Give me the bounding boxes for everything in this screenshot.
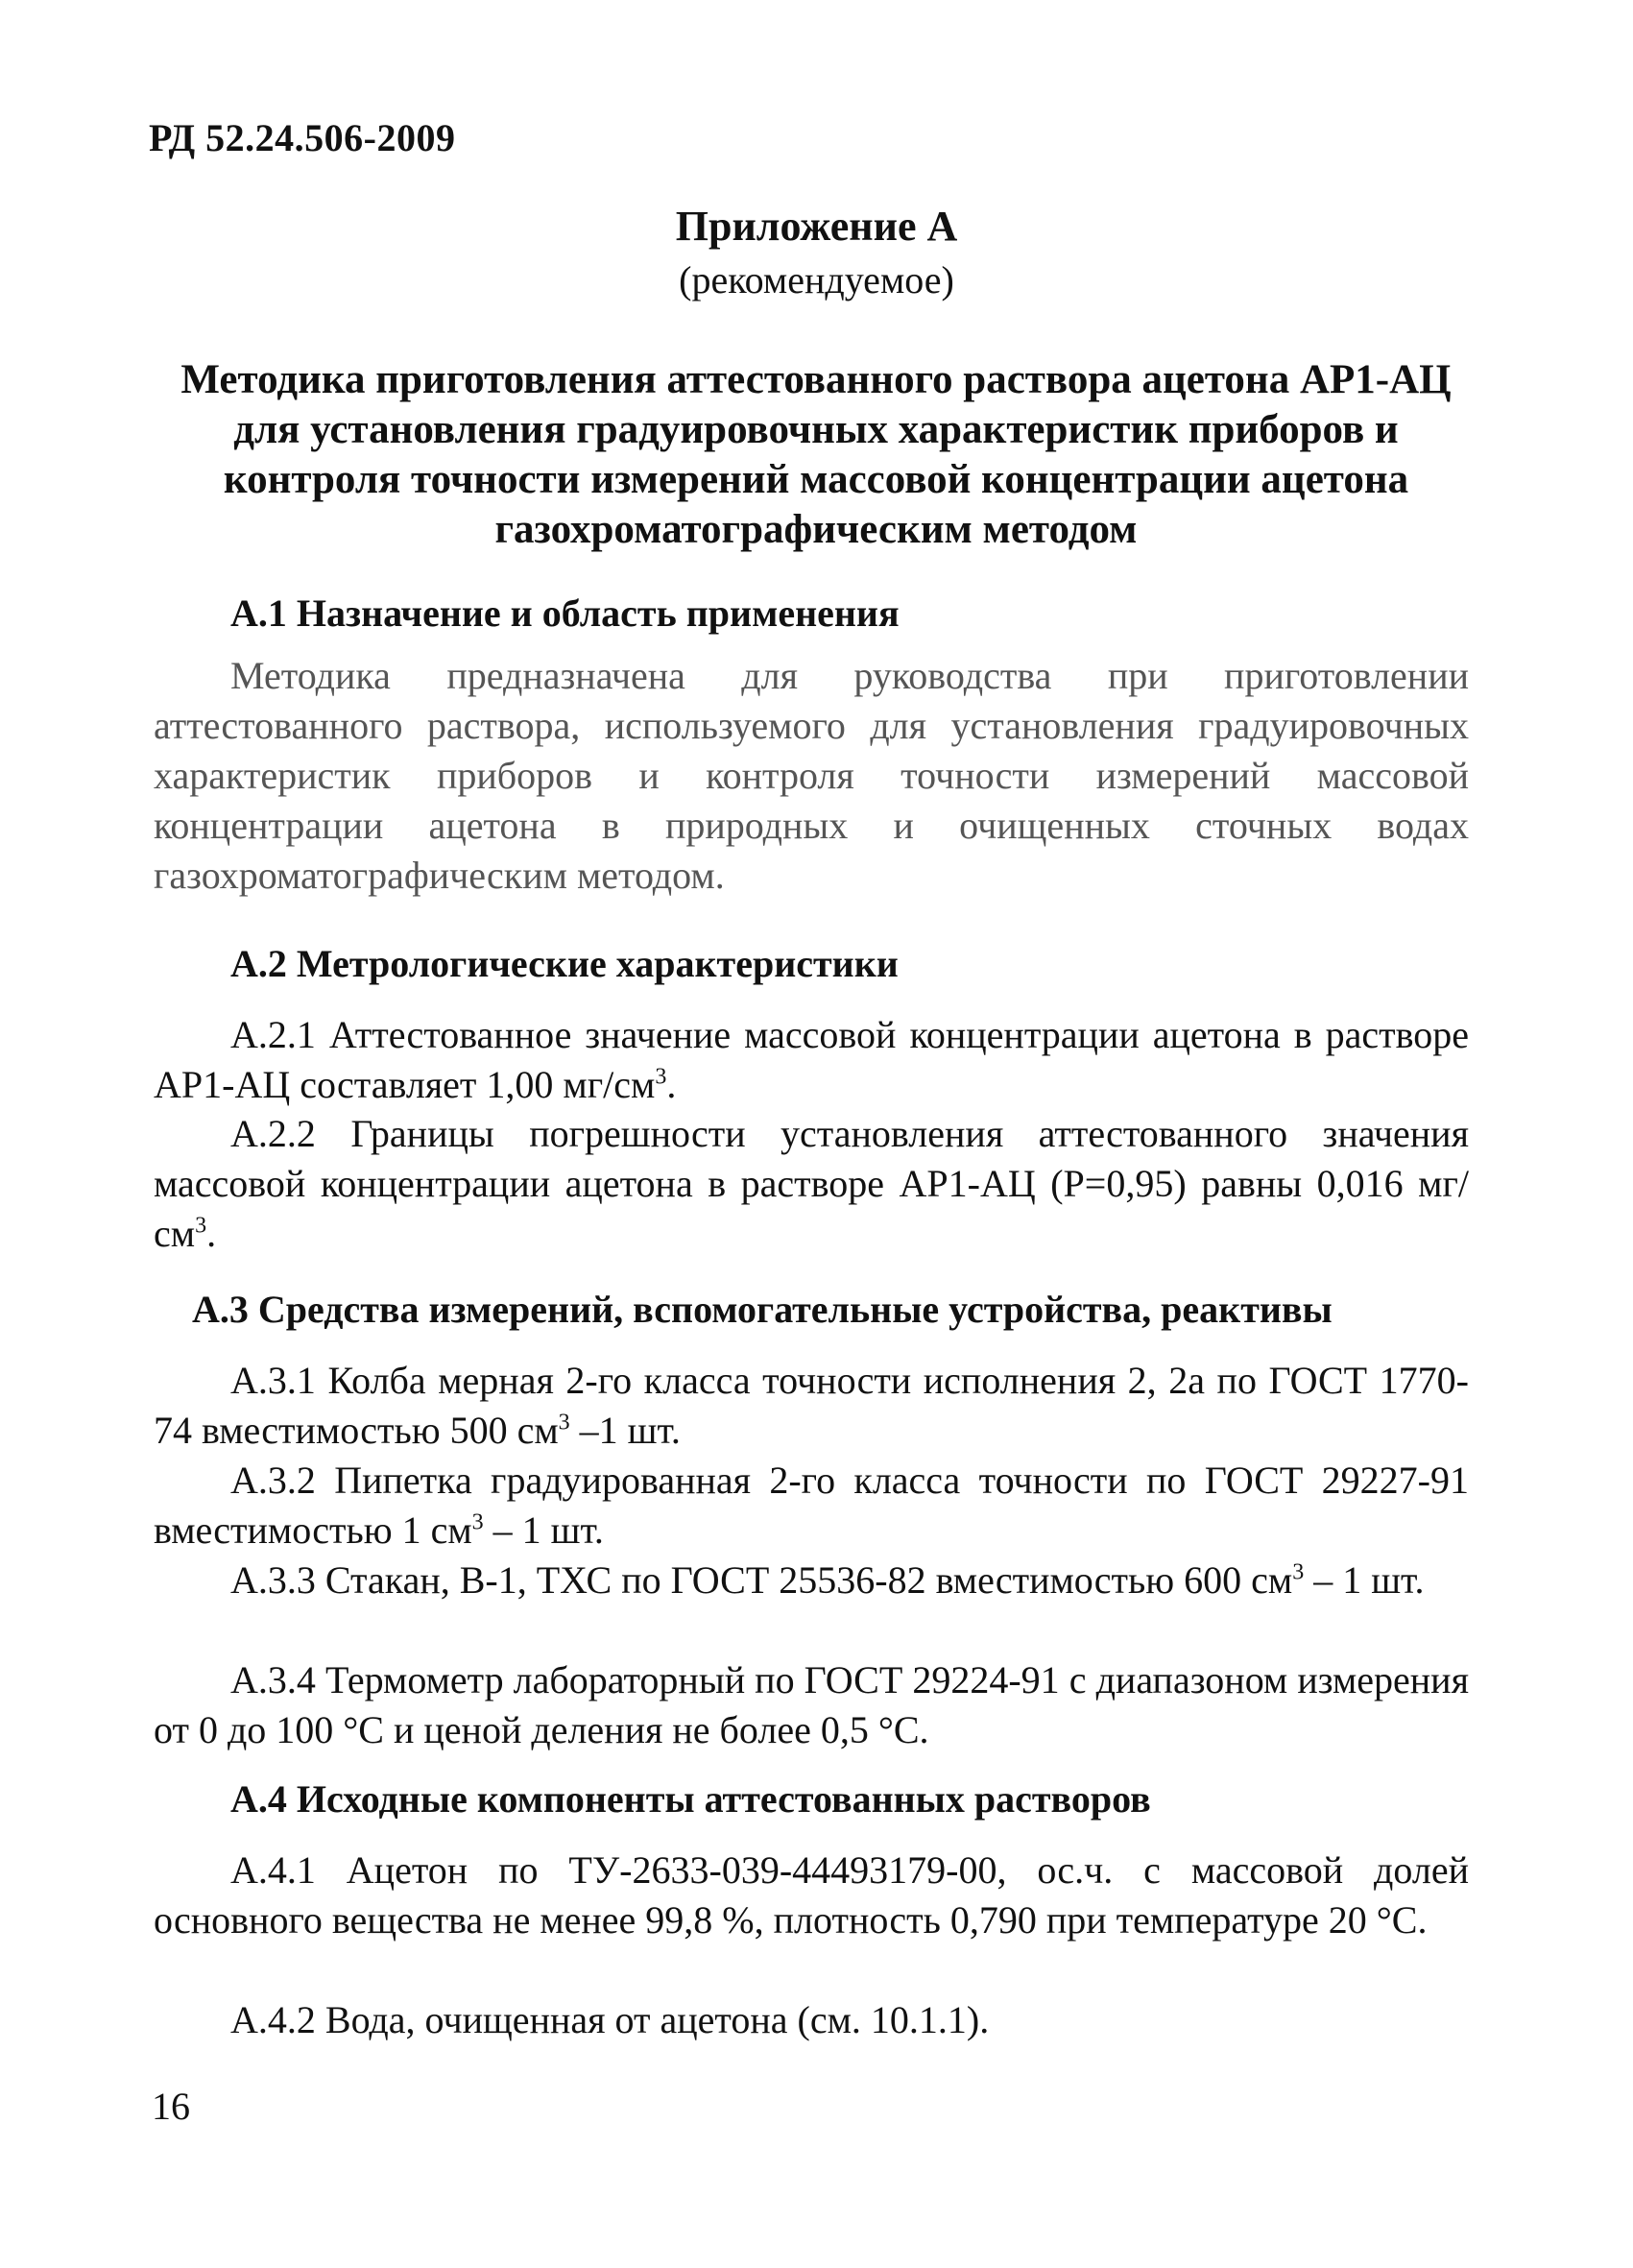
section-a1-heading: А.1 Назначение и область применения xyxy=(230,591,900,635)
appendix-title: Приложение А xyxy=(675,203,958,250)
paragraph-a2-1-tail: . xyxy=(666,1063,677,1106)
method-title: Методика приготовления аттестованного раствора ацетона АР1-АЦ для установления градуировочных характеристик приборов и контроля точности измерений массовой концентрации ацетона газохроматографическим методом xyxy=(180,357,1452,552)
paragraph-a3-3 xyxy=(154,1556,1469,1605)
paragraph-a2-2-text: А.2.2 Границы погрешности установления аттестованного значения массовой концентрации ацетона в растворе АР1-АЦ (Р=0,95) равны 0,016 мг/см xyxy=(154,1112,1469,1255)
document-code: РД 52.24.506-2009 xyxy=(149,116,456,159)
paragraph-a2-1 xyxy=(154,1010,1469,1110)
paragraph-a3-1-tail: –1 шт. xyxy=(569,1409,681,1452)
paragraph-a3-2 xyxy=(154,1456,1469,1556)
paragraph-a3-2-tail: – 1 шт. xyxy=(483,1508,604,1552)
paragraph-a2-2 xyxy=(154,1109,1469,1259)
section-a4-heading: А.4 Исходные компоненты аттестованных растворов xyxy=(230,1777,1151,1821)
superscript: 3 xyxy=(1292,1559,1305,1585)
paragraph-a2-1-text: А.2.1 Аттестованное значение массовой концентрации ацетона в растворе АР1-АЦ составляет 1,00 мг/см xyxy=(154,1013,1469,1106)
section-a2-heading: А.2 Метрологические характеристики xyxy=(230,942,899,985)
paragraph-a3-3-tail: – 1 шт. xyxy=(1304,1558,1425,1602)
superscript: 3 xyxy=(471,1509,484,1535)
paragraph-a3-2-text: А.3.2 Пипетка градуированная 2-го класса точности по ГОСТ 29227-91 вместимостью 1 см xyxy=(154,1459,1469,1552)
section-a3-heading: А.3 Средства измерений, вспомогательные устройства, реактивы xyxy=(192,1288,1333,1331)
paragraph-a3-1-text: А.3.1 Колба мерная 2-го класса точности исполнения 2, 2а по ГОСТ 1770-74 вместимостью 500 см xyxy=(154,1359,1469,1452)
paragraph-a4-2: А.4.2 Вода, очищенная от ацетона (см. 10.1.1). xyxy=(230,1998,990,2041)
superscript: 3 xyxy=(195,1213,207,1239)
superscript: 3 xyxy=(558,1410,570,1436)
page-number: 16 xyxy=(152,2085,190,2128)
section-a1-paragraph: Методика предназначена для руководства при приготовлении аттестованного раствора, используемого для установления градуировочных характеристик приборов и контроля точности измерений массовой концентрации ацетона в природных и очищенных сточных водах газохроматографическим методом. xyxy=(154,654,1469,897)
paragraph-a3-3-text: А.3.3 Стакан, В-1, ТХС по ГОСТ 25536-82 вместимостью 600 см xyxy=(230,1558,1293,1602)
paragraph-a2-2-tail: . xyxy=(206,1212,217,1255)
appendix-subtitle: (рекомендуемое) xyxy=(679,258,954,302)
paragraph-a4-1: А.4.1 Ацетон по ТУ-2633-039-44493179-00, ос.ч. с массовой долей основного вещества не менее 99,8 %, плотность 0,790 при температуре 20 °С. xyxy=(154,1848,1469,1942)
paragraph-a3-4: А.3.4 Термометр лабораторный по ГОСТ 29224-91 с диапазоном измерения от 0 до 100 °С и ценой деления не более 0,5 °С. xyxy=(154,1658,1469,1751)
paragraph-a3-1 xyxy=(154,1356,1469,1456)
superscript: 3 xyxy=(655,1064,667,1090)
